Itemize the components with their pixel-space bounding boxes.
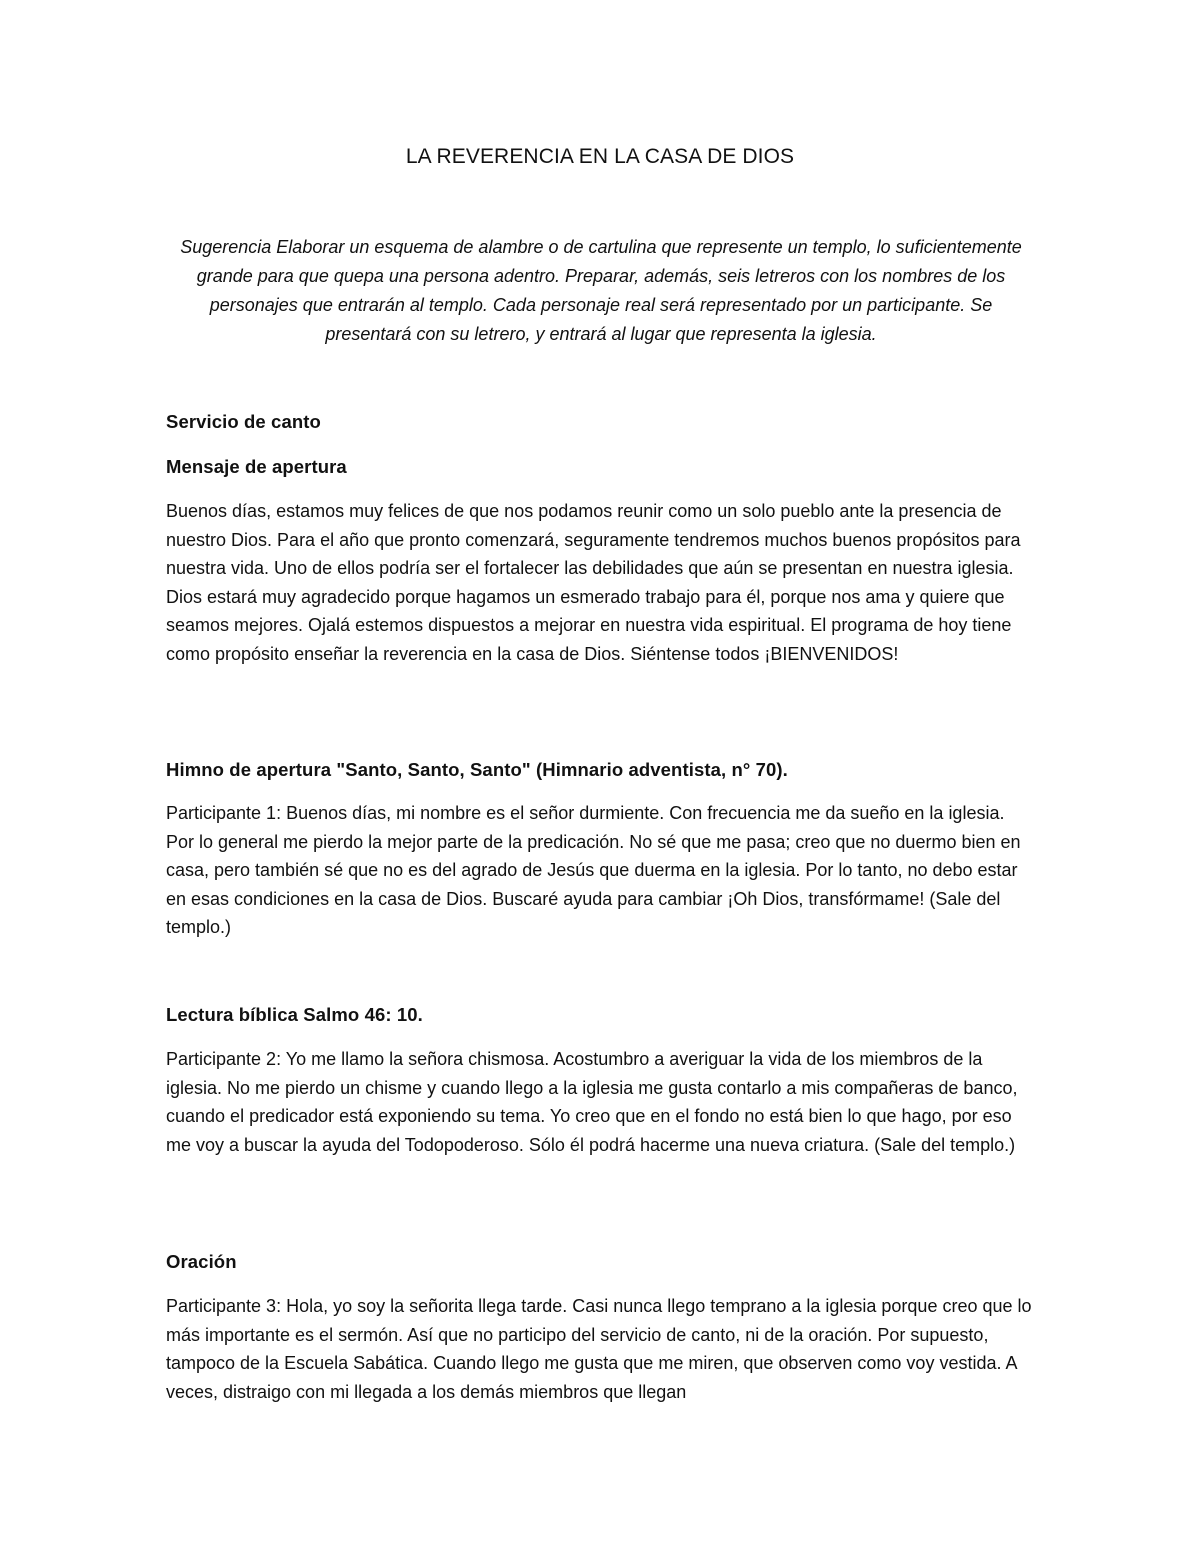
section-heading-oracion: Oración [166,1251,237,1272]
section-text-mensaje-de-apertura: Buenos días, estamos muy felices de que nos podamos reunir como un solo pueblo ante la presencia de nuestro Dios. Para el año que pronto comenzará, seguramente tendremos muchos buenos propósitos para nuestra vida. Uno de ellos podría ser el fortalecer las debilidades que aún se presentan en nuestra iglesia. Dios estará muy agradecido porque hagamos un esmerado trabajo para él, porque nos ama y quiere que seamos mejores. Ojalá estemos dispuestos a mejorar en nuestra vida espiritual. El programa de hoy tiene como propósito enseñar la reverencia en la casa de Dios. Siéntense todos ¡BIENVENIDOS! [166,501,1021,664]
document-title: LA REVERENCIA EN LA CASA DE DIOS [405,145,795,168]
section-text-participante-1: Participante 1: Buenos días, mi nombre es el señor durmiente. Con frecuencia me da sueño en la iglesia. Por lo general me pierdo la mejor parte de la predicación. No sé que me pasa; creo que no duermo bien en casa, pero también sé que no es del agrado de Jesús que duerma en la iglesia. Por lo tanto, no debo estar en esas condiciones en la casa de Dios. Buscaré ayuda para cambiar ¡Oh Dios, transfórmame! (Sale del templo.) [166,803,1021,938]
section-heading-himno-de-apertura: Himno de apertura "Santo, Santo, Santo" (Himnario adventista, n° 70). [166,759,788,780]
section-heading-mensaje-de-apertura: Mensaje de apertura [166,456,347,477]
section-text-participante-2: Participante 2: Yo me llamo la señora chismosa. Acostumbro a averiguar la vida de los miembros de la iglesia. No me pierdo un chisme y cuando llego a la iglesia me gusta contarlo a mis compañeras de banco, cuando el predicador está exponiendo su tema. Yo creo que en el fondo no está bien lo que hago, por eso me voy a buscar la ayuda del Todopoderoso. Sólo él podrá hacerme una nueva criatura. (Sale del templo.) [166,1049,1018,1155]
intro-suggestion: Sugerencia Elaborar un esquema de alambre o de cartulina que represente un templo, lo suficientemente grande para que quepa una persona adentro. Preparar, además, seis letreros con los nombres de los personajes que entrarán al templo. Cada personaje real será representado por un participante. Se presentará con su letrero, y entrará al lugar que representa la iglesia. [180,237,1022,344]
section-text-participante-3: Participante 3: Hola, yo soy la señorita llega tarde. Casi nunca llego temprano a la iglesia porque creo que lo más importante es el sermón. Así que no participo del servicio de canto, ni de la oración. Por supuesto, tampoco de la Escuela Sabática. Cuando llego me gusta que me miren, que observen como voy vestida. A veces, distraigo con mi llegada a los demás miembros que llegan [166,1296,1032,1402]
section-heading-servicio-de-canto: Servicio de canto [166,411,321,432]
section-heading-lectura-biblica: Lectura bíblica Salmo 46: 10. [166,1004,423,1025]
